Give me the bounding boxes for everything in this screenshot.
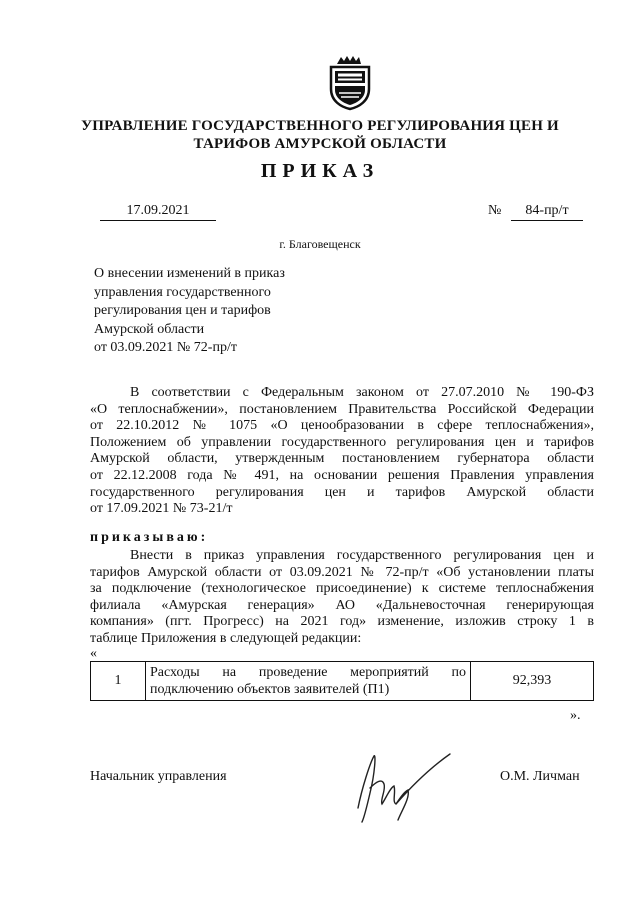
- paragraph-line: за подключение (технологическое присоединение) к системе теплоснабжения: [90, 581, 594, 597]
- coat-of-arms-emblem: [327, 55, 373, 111]
- signer-title: Начальник управления: [90, 769, 227, 784]
- table-row: [91, 662, 594, 701]
- row-number-cell: 1: [91, 662, 146, 701]
- description-line: подключению объектов заявителей (П1): [150, 682, 390, 697]
- signer-name: О.М. Личман: [500, 769, 580, 784]
- subject-line: О внесении изменений в приказ: [94, 266, 285, 281]
- order-paragraph: [90, 548, 594, 648]
- subject-line: управления государственного: [94, 284, 271, 300]
- paragraph-line: компания» (пгт. Прогресс) на 2021 год» изменение, изложив строку 1 в: [90, 614, 594, 630]
- paragraph-line: тарифов Амурской области от 03.09.2021 № 72-пр/т «Об установлении платы: [90, 564, 594, 580]
- paragraph-line: от 22.12.2008 года № 491, на основании решения Правления управления: [90, 467, 594, 483]
- value-cell: 92,393: [471, 662, 594, 701]
- document-number: 84-пр/т: [511, 203, 583, 221]
- order-word: приказываю:: [90, 530, 209, 545]
- document-subject: [94, 265, 285, 358]
- paragraph-line: государственного регулирования цен и тарифов Амурской области: [90, 484, 594, 500]
- paragraph-line: от 22.10.2012 № 1075 «О ценообразовании в сфере теплоснабжения»,: [90, 418, 594, 434]
- amendment-table: [90, 661, 594, 701]
- paragraph-line: таблице Приложения в следующей редакции:: [90, 630, 362, 646]
- city-line: г. Благовещенск: [279, 237, 361, 251]
- handwritten-signature: [340, 748, 460, 828]
- subject-line: Амурской области: [94, 321, 205, 337]
- paragraph-line: В соответствии с Федеральным законом от 27.07.2010 № 190-ФЗ: [130, 385, 594, 400]
- description-cell: [146, 662, 471, 701]
- paragraph-line: Внести в приказ управления государственного регулирования цен и: [130, 548, 594, 563]
- description-line: Расходы на проведение мероприятий по: [150, 665, 466, 680]
- document-type-title: ПРИКАЗ: [260, 160, 380, 182]
- preamble-paragraph: [90, 385, 594, 518]
- paragraph-line: филиала «Амурская генерация» АО «Дальневосточная генерирующая: [90, 597, 594, 613]
- organization-name-line-2: ТАРИФОВ АМУРСКОЙ ОБЛАСТИ: [193, 136, 447, 152]
- quote-close: ».: [570, 708, 581, 723]
- quote-open: «: [90, 646, 97, 661]
- number-sign: №: [488, 203, 502, 218]
- subject-line: регулирования цен и тарифов: [94, 303, 271, 318]
- subject-line: от 03.09.2021 № 72-пр/т: [94, 340, 237, 355]
- document-date: 17.09.2021: [100, 203, 216, 221]
- paragraph-line: «О теплоснабжении», постановлением Правительства Российской Федерации: [90, 401, 594, 417]
- paragraph-line: от 17.09.2021 № 73-21/т: [90, 501, 233, 517]
- organization-name-line-1: УПРАВЛЕНИЕ ГОСУДАРСТВЕННОГО РЕГУЛИРОВАНИЯ ЦЕН И: [81, 118, 559, 134]
- paragraph-line: Амурской области, утвержденным постановлением губернатора области: [90, 451, 594, 467]
- paragraph-line: Положением об управлении государственного регулирования цен и тарифов: [90, 434, 594, 450]
